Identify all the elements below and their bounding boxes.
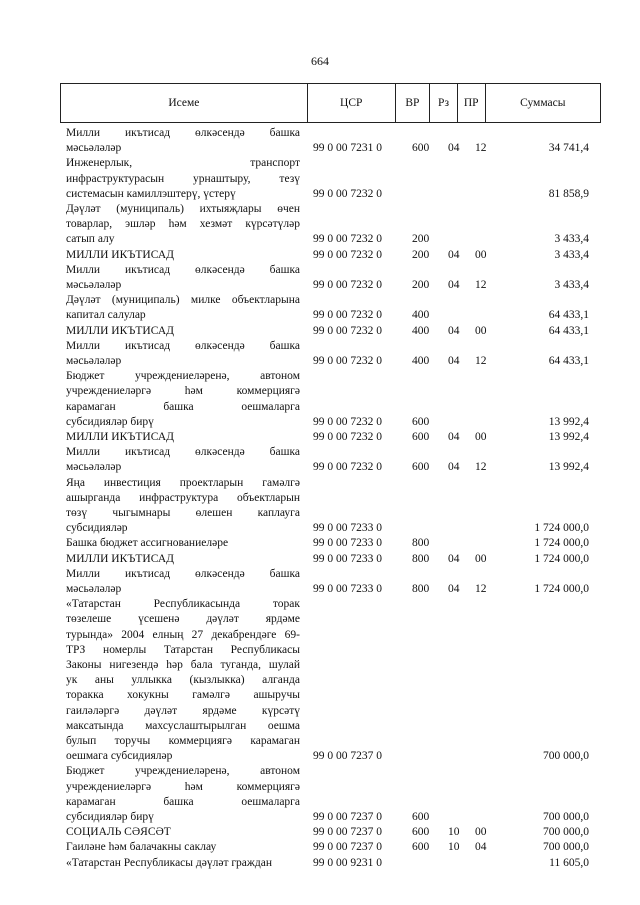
row-name-line: системасын камиллэштерү, үстерү bbox=[66, 187, 236, 200]
row-rz: 10 bbox=[448, 841, 460, 854]
header-pr: ПР bbox=[458, 84, 486, 122]
row-csr: 99 0 00 7233 0 bbox=[313, 582, 382, 595]
row-vr: 600 bbox=[412, 826, 430, 839]
row-name-line: Инженерлык, транспорт bbox=[66, 157, 300, 170]
row-name-line: ТРЗ номерлы Татарстан Республикасы bbox=[66, 643, 300, 656]
row-name bbox=[66, 126, 300, 156]
row-name-line: «Татарстан Республикасында торак bbox=[66, 598, 300, 611]
row-csr: 99 0 00 7237 0 bbox=[313, 810, 382, 823]
row-pr: 12 bbox=[475, 142, 487, 155]
row-name-line: максатында махсуслаштырылган оешма bbox=[66, 719, 300, 732]
row-name-line: субсидияләр bbox=[66, 522, 128, 535]
row-csr: 99 0 00 7232 0 bbox=[313, 354, 382, 367]
row-name bbox=[66, 597, 300, 764]
row-rz: 04 bbox=[448, 552, 460, 565]
row-name-line: Милли икътисад өлкәсендә башка bbox=[66, 263, 300, 276]
row-name-line: сатып алу bbox=[66, 233, 115, 246]
row-name-line: МИЛЛИ ИКЪТИСАД bbox=[66, 431, 174, 443]
row-sum: 34 741,4 bbox=[548, 142, 589, 155]
row-name bbox=[66, 202, 300, 248]
row-sum: 81 858,9 bbox=[548, 187, 589, 200]
row-name-line: Гаиләне һәм балачакны саклау bbox=[66, 841, 217, 854]
row-rz: 04 bbox=[448, 324, 460, 337]
row-name-line: товарлар, эшләр һәм хезмәт күрсәтүләр bbox=[66, 218, 300, 231]
row-name bbox=[66, 856, 300, 871]
row-name-line: булып торучы коммерциягә карамаган bbox=[66, 734, 300, 747]
row-sum: 64 433,1 bbox=[548, 324, 589, 337]
row-vr: 800 bbox=[412, 552, 430, 565]
row-name-line: МИЛЛИ ИКЪТИСАД bbox=[66, 248, 174, 261]
row-name-line: Милли икътисад өлкәсендә башка bbox=[66, 446, 300, 459]
row-name bbox=[66, 476, 300, 537]
row-name-line: учреждениеләргә һәм коммерциягә bbox=[66, 780, 300, 793]
row-sum: 700 000,0 bbox=[543, 810, 589, 823]
row-name-line: инфраструктурасын урнаштыру, тезү bbox=[66, 172, 300, 185]
row-name bbox=[66, 430, 300, 445]
row-name-line: мәсьәләләр bbox=[66, 582, 122, 595]
table-row bbox=[0, 339, 640, 369]
table-row bbox=[0, 840, 640, 855]
row-name-line: торакка хокукны гамәлгә ашыручы bbox=[66, 689, 300, 702]
row-name bbox=[66, 293, 300, 323]
table-row bbox=[0, 536, 640, 551]
row-csr: 99 0 00 7231 0 bbox=[313, 142, 382, 155]
row-csr: 99 0 00 7232 0 bbox=[313, 431, 382, 443]
row-name-line: Милли икътисад өлкәсендә башка bbox=[66, 339, 300, 352]
row-pr: 00 bbox=[475, 826, 487, 839]
header-csr: ЦСР bbox=[308, 84, 396, 122]
row-csr: 99 0 00 9231 0 bbox=[313, 856, 382, 869]
row-vr: 200 bbox=[412, 248, 430, 261]
row-name bbox=[66, 248, 300, 263]
row-name bbox=[66, 764, 300, 825]
row-csr: 99 0 00 7232 0 bbox=[313, 278, 382, 291]
table-row bbox=[0, 293, 640, 323]
table-row bbox=[0, 476, 640, 537]
row-pr: 12 bbox=[475, 354, 487, 367]
row-name-line: мәсьәләләр bbox=[66, 461, 122, 474]
row-name-line: төзү чыгымнары өлешен каплауга bbox=[66, 506, 300, 519]
table-row bbox=[0, 202, 640, 248]
row-sum: 1 724 000,0 bbox=[534, 537, 589, 550]
row-name-line: субсидияләр бирү bbox=[66, 415, 154, 428]
row-vr: 600 bbox=[412, 810, 430, 823]
row-sum: 13 992,4 bbox=[548, 461, 589, 474]
row-vr: 800 bbox=[412, 582, 430, 595]
row-rz: 04 bbox=[448, 142, 460, 155]
table-row bbox=[0, 825, 640, 840]
row-name-line: турында» 2004 елның 27 декабрендәге 69- bbox=[66, 628, 300, 641]
row-csr: 99 0 00 7232 0 bbox=[313, 233, 382, 246]
row-rz: 04 bbox=[448, 582, 460, 595]
row-name bbox=[66, 552, 300, 567]
row-name bbox=[66, 339, 300, 369]
row-name-line: Дәүләт (муниципаль) милке объектларына bbox=[66, 294, 300, 307]
row-name bbox=[66, 156, 300, 202]
row-csr: 99 0 00 7237 0 bbox=[313, 750, 382, 763]
row-name bbox=[66, 445, 300, 475]
row-name-line: Законы нигезендә һәр бала туганда, шулай bbox=[66, 658, 300, 671]
table-row bbox=[0, 369, 640, 430]
table-row bbox=[0, 764, 640, 825]
table-row bbox=[0, 126, 640, 156]
row-name-line: Бюджет учреждениеләренә, автоном bbox=[66, 370, 300, 383]
table-row bbox=[0, 856, 640, 871]
row-name-line: Милли икътисад өлкәсендә башка bbox=[66, 567, 300, 580]
table-row bbox=[0, 552, 640, 567]
row-sum: 11 605,0 bbox=[549, 856, 589, 869]
row-name-line: Яңа инвестиция проектларын гамәлгә bbox=[66, 476, 300, 489]
row-sum: 13 992,4 bbox=[548, 431, 589, 443]
row-rz: 04 bbox=[448, 461, 460, 474]
row-vr: 800 bbox=[412, 537, 430, 550]
row-name-line: капитал салулар bbox=[66, 309, 146, 322]
table-row bbox=[0, 263, 640, 293]
row-name bbox=[66, 840, 300, 855]
row-name-line: субсидияләр бирү bbox=[66, 810, 154, 823]
row-rz: 04 bbox=[448, 248, 460, 261]
row-name-line: мәсьәләләр bbox=[66, 278, 122, 291]
row-name bbox=[66, 263, 300, 293]
row-pr: 00 bbox=[475, 431, 487, 443]
header-name: Исеме bbox=[61, 84, 308, 122]
row-name-line: оешмага субсидияләр bbox=[66, 750, 173, 763]
row-name-line: ашырганда инфраструктура объектларын bbox=[66, 491, 300, 504]
row-csr: 99 0 00 7232 0 bbox=[313, 415, 382, 428]
table-row bbox=[0, 156, 640, 202]
row-pr: 12 bbox=[475, 278, 487, 291]
row-name-line: Бюджет учреждениеләренә, автоном bbox=[66, 765, 300, 778]
row-name bbox=[66, 825, 300, 840]
table-row bbox=[0, 324, 640, 339]
row-sum: 1 724 000,0 bbox=[534, 552, 589, 565]
row-name-line: гаиләләргә дәүләт ярдәме күрсәтү bbox=[66, 704, 300, 717]
row-sum: 700 000,0 bbox=[543, 750, 589, 763]
header-vr: ВР bbox=[396, 84, 431, 122]
header-sum: Суммасы bbox=[520, 97, 566, 109]
page-number: 664 bbox=[311, 54, 329, 68]
row-name-line: Башка бюджет ассигнованиеләре bbox=[66, 537, 229, 550]
row-vr: 400 bbox=[412, 324, 430, 337]
row-name bbox=[66, 567, 300, 597]
table-row bbox=[0, 445, 640, 475]
row-csr: 99 0 00 7232 0 bbox=[313, 324, 382, 337]
row-sum: 13 992,4 bbox=[548, 415, 589, 428]
row-name-line: карамаган башка оешмаларга bbox=[66, 400, 300, 413]
row-pr: 00 bbox=[475, 324, 487, 337]
row-name-line: карамаган башка оешмаларга bbox=[66, 795, 300, 808]
row-sum: 700 000,0 bbox=[543, 841, 589, 854]
row-csr: 99 0 00 7233 0 bbox=[313, 552, 382, 565]
table-row bbox=[0, 567, 640, 597]
row-name-line: МИЛЛИ ИКЪТИСАД bbox=[66, 552, 174, 565]
header-rz: Рз bbox=[430, 84, 458, 122]
row-name-line: мәсьәләләр bbox=[66, 354, 122, 367]
row-vr: 200 bbox=[412, 278, 430, 291]
row-name bbox=[66, 369, 300, 430]
row-vr: 600 bbox=[412, 142, 430, 155]
row-rz: 10 bbox=[448, 826, 460, 839]
row-rz: 04 bbox=[448, 278, 460, 291]
row-sum: 64 433,1 bbox=[548, 309, 589, 322]
row-name bbox=[66, 536, 300, 551]
row-name-line: учреждениеләргә һәм коммерциягә bbox=[66, 385, 300, 398]
row-rz: 04 bbox=[448, 431, 460, 443]
row-name-line: СОЦИАЛЬ СӘЯСӘТ bbox=[66, 826, 171, 839]
table-row bbox=[0, 430, 640, 445]
row-vr: 600 bbox=[412, 415, 430, 428]
row-vr: 600 bbox=[412, 841, 430, 854]
row-name-line: Дәүләт (муниципаль) ихтыяҗлары өчен bbox=[66, 203, 300, 215]
row-vr: 200 bbox=[412, 233, 430, 246]
row-sum: 1 724 000,0 bbox=[534, 582, 589, 595]
table-row bbox=[0, 597, 640, 764]
row-csr: 99 0 00 7232 0 bbox=[313, 248, 382, 261]
row-csr: 99 0 00 7232 0 bbox=[313, 309, 382, 322]
row-name bbox=[66, 324, 300, 339]
row-csr: 99 0 00 7232 0 bbox=[313, 187, 382, 200]
row-vr: 400 bbox=[412, 354, 430, 367]
row-name-line: ук аны уллыкка (кызлыкка) алганда bbox=[66, 674, 300, 687]
row-csr: 99 0 00 7237 0 bbox=[313, 826, 382, 839]
row-sum: 700 000,0 bbox=[543, 826, 589, 839]
row-pr: 00 bbox=[475, 248, 487, 261]
row-vr: 600 bbox=[412, 461, 430, 474]
row-csr: 99 0 00 7233 0 bbox=[313, 522, 382, 535]
row-pr: 12 bbox=[475, 582, 487, 595]
row-name-line: төзелеше үсешенә дәүләт ярдәме bbox=[66, 613, 300, 626]
row-name-line: Милли икътисад өлкәсендә башка bbox=[66, 127, 300, 139]
row-sum: 3 433,4 bbox=[554, 278, 589, 291]
row-pr: 04 bbox=[475, 841, 487, 854]
row-sum: 3 433,4 bbox=[554, 248, 589, 261]
row-pr: 00 bbox=[475, 552, 487, 565]
row-rz: 04 bbox=[448, 354, 460, 367]
row-sum: 3 433,4 bbox=[554, 233, 589, 246]
row-name-line: мәсьәләләр bbox=[66, 142, 122, 155]
row-vr: 400 bbox=[412, 309, 430, 322]
row-csr: 99 0 00 7237 0 bbox=[313, 841, 382, 854]
row-vr: 600 bbox=[412, 431, 430, 443]
row-csr: 99 0 00 7232 0 bbox=[313, 461, 382, 474]
row-pr: 12 bbox=[475, 461, 487, 474]
row-name-line: МИЛЛИ ИКЪТИСАД bbox=[66, 324, 174, 337]
row-sum: 1 724 000,0 bbox=[534, 522, 589, 535]
row-name-line: «Татарстан Республикасы дәүләт граждан bbox=[66, 856, 272, 869]
row-sum: 64 433,1 bbox=[548, 354, 589, 367]
table-row bbox=[0, 248, 640, 263]
row-csr: 99 0 00 7233 0 bbox=[313, 537, 382, 550]
